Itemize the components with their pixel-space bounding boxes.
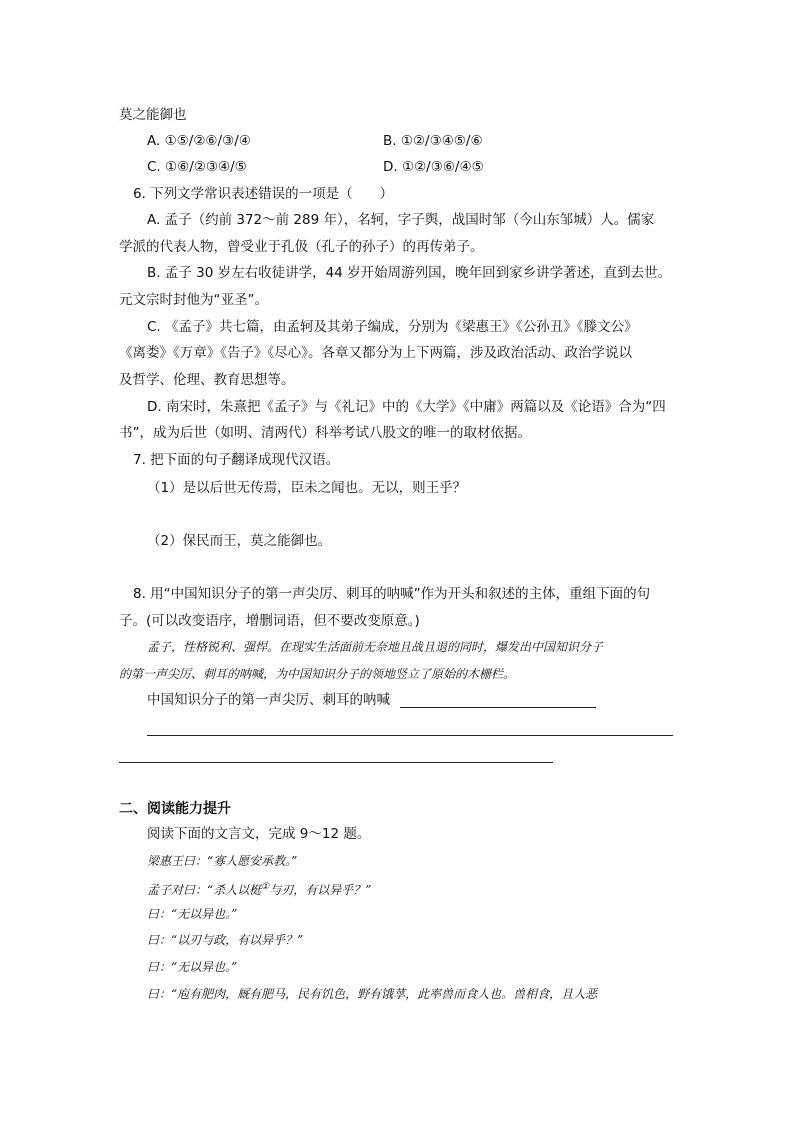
q8-answer-prefix: 中国知识分子的第一声尖厉、刺耳的呐喊 bbox=[147, 692, 390, 708]
q5-option-d: D. ①②/③⑥/④⑤ bbox=[383, 159, 484, 175]
q8-stem-line2: 子。(可以改变语序，增删词语，但不要改变原意。) bbox=[119, 613, 420, 629]
q8-answer-blank-1[interactable] bbox=[400, 707, 596, 708]
q6-option-d-line2: 书”，成为后世（如明、清两代）科举考试八股文的唯一的取材依据。 bbox=[119, 425, 531, 441]
passage-line-4: 曰：“以刃与政，有以异乎？” bbox=[147, 933, 304, 947]
q7-sentence-2: （2）保民而王，莫之能御也。 bbox=[147, 533, 332, 549]
q6-stem: 6. 下列文学常识表述错误的一项是（ ） bbox=[133, 186, 394, 202]
q6-option-b-line1: B. 孟子 30 岁左右收徒讲学，44 岁开始周游列国，晚年回到家乡讲学著述，直到去世。 bbox=[147, 265, 672, 281]
q6-option-d-line1: D. 南宋时，朱熹把《孟子》与《礼记》中的《大学》《中庸》两篇以及《论语》合为“四 bbox=[147, 399, 666, 415]
passage-line-1: 梁惠王曰：“寡人愿安承教。” bbox=[147, 854, 298, 868]
section2-intro: 阅读下面的文言文，完成 9～12 题。 bbox=[147, 826, 371, 842]
q7-stem: 7. 把下面的句子翻译成现代汉语。 bbox=[133, 452, 340, 468]
q5-option-b: B. ①②/③④⑤/⑥ bbox=[383, 133, 483, 149]
q6-option-c-line3: 及哲学、伦理、教育思想等。 bbox=[119, 372, 295, 388]
q6-option-c-line1: C. 《孟子》共七篇，由孟轲及其弟子编成，分别为《梁惠王》《公孙丑》《滕文公》 bbox=[147, 319, 638, 335]
passage-line-3: 曰：“无以异也。” bbox=[147, 907, 238, 921]
passage-line-2-part1: 孟子对曰：“杀人以梃 bbox=[147, 883, 262, 897]
passage-line-2 bbox=[147, 877, 371, 900]
q7-sentence-1: （1）是以后世无传焉，臣未之闻也。无以，则王乎？ bbox=[147, 480, 467, 496]
q5-option-c: C. ①⑥/②③④/⑤ bbox=[147, 159, 247, 175]
section2-title: 二、阅读能力提升 bbox=[119, 801, 231, 817]
passage-line-6: 曰：“庖有肥肉，厩有肥马，民有饥色，野有饿莩，此率兽而食人也。兽相食，且人恶 bbox=[147, 987, 598, 1001]
q5-tail-text: 莫之能御也 bbox=[119, 107, 187, 123]
q8-answer-blank-2[interactable] bbox=[147, 735, 673, 736]
q6-option-b-line2: 元文宗时封他为“亚圣”。 bbox=[119, 292, 268, 308]
q8-answer-blank-3[interactable] bbox=[119, 762, 553, 763]
footnote-marker[interactable]: ① bbox=[261, 882, 270, 892]
q5-option-a: A. ①⑤/②⑥/③/④ bbox=[147, 133, 251, 149]
q6-option-c-line2: 《离娄》《万章》《告子》《尽心》。各章又都分为上下两篇，涉及政治活动、政治学说以 bbox=[119, 345, 632, 361]
q6-option-a-line1: A. 孟子（约前 372～前 289 年），名轲，字子舆，战国时邹（今山东邹城）人。儒家 bbox=[147, 212, 655, 228]
q6-option-a-line2: 学派的代表人物，曾受业于孔伋（孔子的孙子）的再传弟子。 bbox=[119, 239, 484, 255]
passage-line-5: 曰：“无以异也。” bbox=[147, 960, 238, 974]
q8-source-text-line1: 孟子，性格锐利、强悍。在现实生活面前无奈地且战且退的同时，爆发出中国知识分子 bbox=[147, 640, 604, 654]
q8-source-text-line2: 的第一声尖厉、刺耳的呐喊，为中国知识分子的领地竖立了原始的木栅栏。 bbox=[119, 667, 516, 681]
q8-stem-line1: 8. 用“中国知识分子的第一声尖厉、刺耳的呐喊”作为开头和叙述的主体，重组下面的句 bbox=[133, 586, 651, 602]
passage-line-2-part2: 与刃，有以异乎？” bbox=[269, 883, 372, 897]
